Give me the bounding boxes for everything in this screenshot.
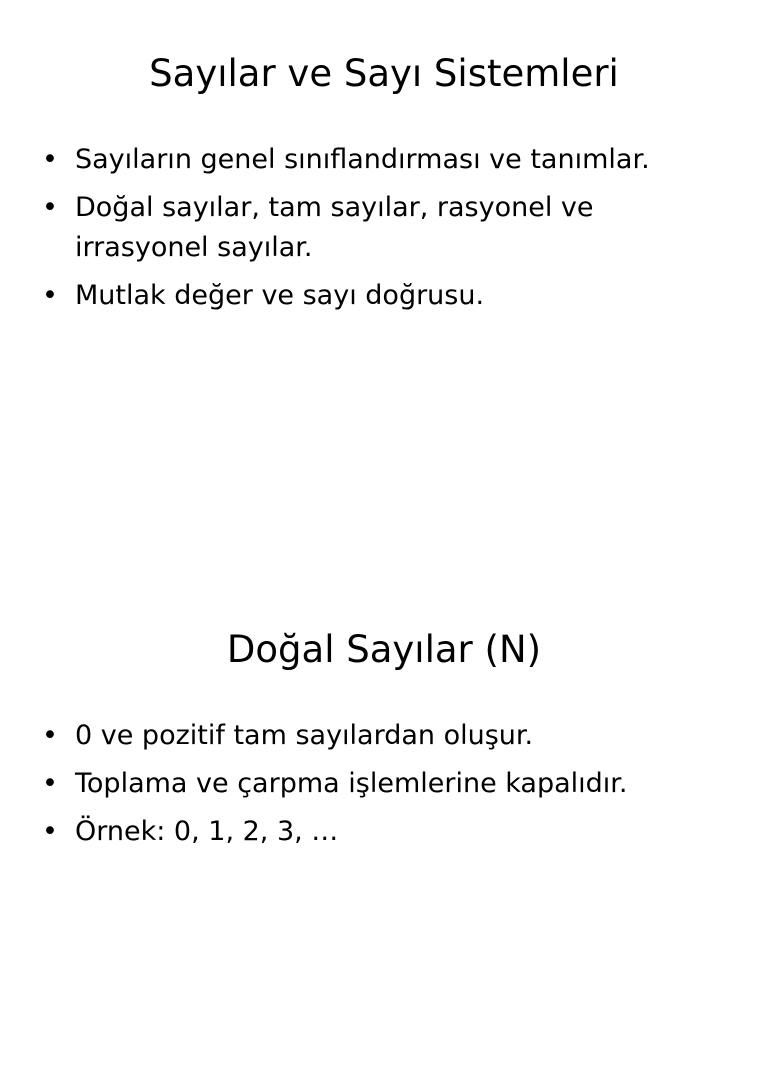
list-item [42,188,732,268]
bullet-icon: • [42,768,58,799]
list-item-text: Doğal sayılar, tam sayılar, rasyonel ve irrasyonel sayılar. [75,192,594,263]
bullet-list [42,716,732,860]
bullet-icon: • [42,816,58,847]
list-item-text: 0 ve pozitif tam sayılardan oluşur. [75,720,534,751]
bullet-icon: • [42,192,58,223]
bullet-icon: • [42,720,58,751]
slide-1 [0,0,768,500]
list-item-text: Örnek: 0, 1, 2, 3, … [75,816,339,847]
slide-title: Doğal Sayılar (N) [226,628,542,671]
list-item [42,140,732,180]
list-item [42,716,732,756]
bullet-list [42,140,732,324]
list-item [42,812,732,852]
list-item-text: Mutlak değer ve sayı doğrusu. [75,280,485,311]
list-item-text: Toplama ve çarpma işlemlerine kapalıdır. [75,768,628,799]
list-item-text: Sayıların genel sınıflandırması ve tanımlar. [75,144,650,175]
list-item [42,764,732,804]
slide-2 [0,576,768,1076]
bullet-icon: • [42,144,58,175]
list-item [42,276,732,316]
slide-title: Sayılar ve Sayı Sistemleri [149,52,619,95]
bullet-icon: • [42,280,58,311]
